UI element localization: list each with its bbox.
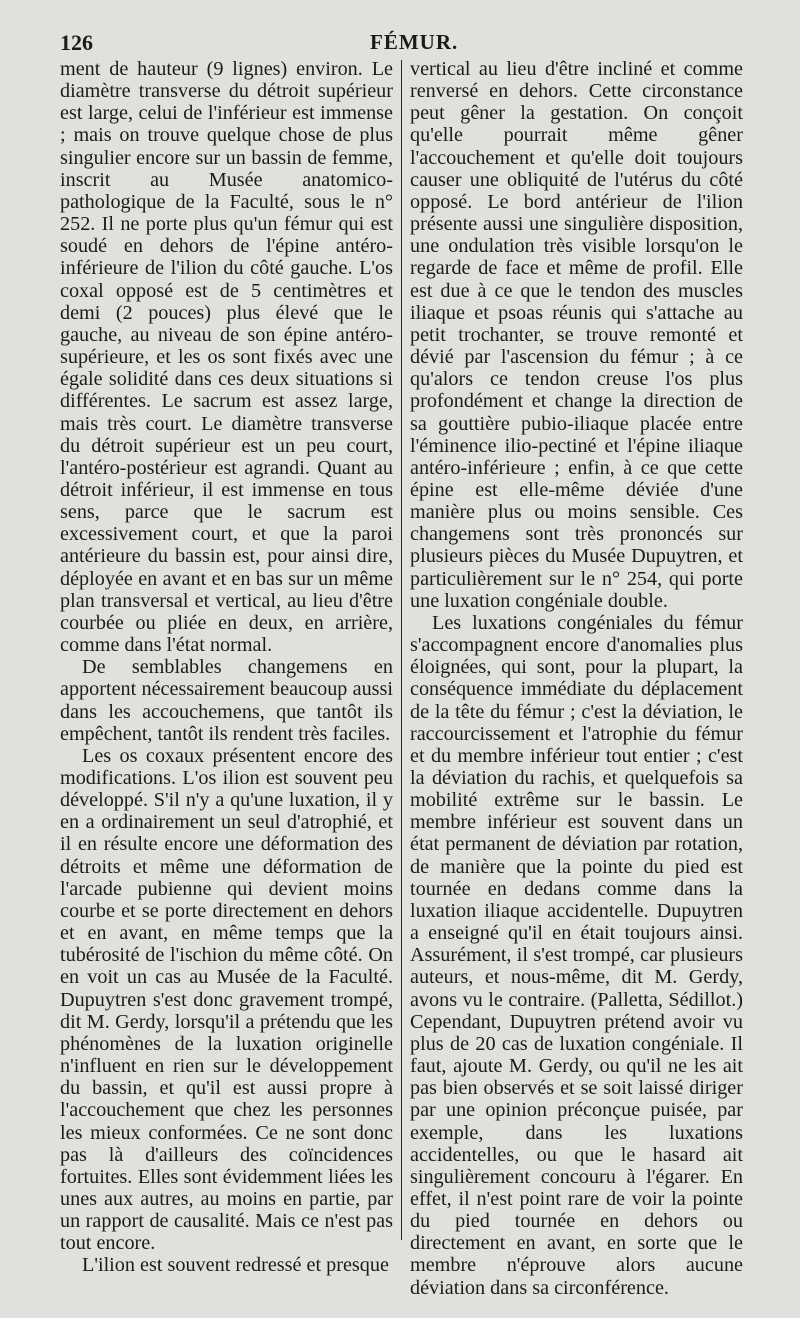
page-number: 126	[60, 30, 93, 55]
column-divider	[401, 60, 402, 1240]
paragraph: Les os coxaux présentent encore des modifications. L'os ilion est souvent peu développé. S'il n'y a qu'une luxation, il y en a ordinairement un seul d'atrophié, et il en résulte encore une déformation des détroits et même une déformation de l'arcade pubienne qui devient moins courbe et se porte directement en dehors et en avant, en même temps que la tubérosité de l'ischion du même côté. On en voit un cas au Musée de la Faculté. Dupuytren s'est donc gravement trompé, dit M. Gerdy, lorsqu'il a prétendu que les phénomènes de la luxation originelle n'influent en rien sur le développement du bassin, et qu'il est aussi propre à l'accouchement que chez les personnes les mieux conformées. Ce ne sont donc pas là d'ailleurs des coïncidences fortuites. Elles sont évidemment liées les unes aux autres, au moins en partie, par un rapport de causalité. Mais ce n'est pas tout encore.	[60, 744, 393, 1255]
right-column	[410, 58, 743, 1299]
paragraph: Les luxations congéniales du fémur s'accompagnent encore d'anomalies plus éloignées, qui sont, pour la plupart, la conséquence immédiate du déplacement de la tête du fémur ; c'est la déviation, le raccourcissement et l'atrophie du fémur et du membre inférieur tout entier ; c'est la déviation du rachis, et quelquefois sa mobilité extrême sur le bassin. Le membre inférieur est souvent dans un état permanent de déviation par rotation, de manière que la pointe du pied est tournée en dedans comme dans la luxation iliaque accidentelle. Dupuytren a enseigné qu'il en était toujours ainsi. Assurément, il s'est trompé, car plusieurs auteurs, et nous-même, dit M. Gerdy, avons vu le contraire. (Palletta, Sédillot.) Cependant, Dupuytren prétend avoir vu plus de 20 cas de luxation congéniale. Il faut, ajoute M. Gerdy, ou qu'il ne les ait pas bien observés et se soit laissé diriger par une opinion préconçue puisée, par exemple, dans les luxations accidentelles, ou que le hasard ait singulièrement concouru à l'égarer. En effet, il n'est point rare de voir la pointe du pied tournée en dehors ou directement en avant, en sorte que le membre n'éprouve alors aucune déviation dans sa circonférence.	[410, 611, 743, 1299]
paragraph: De semblables changemens en apportent nécessairement beaucoup aussi dans les accouchemens, que tantôt ils empêchent, tantôt ils rendent très faciles.	[60, 656, 393, 745]
paragraph-continued: ment de hauteur (9 lignes) environ. Le diamètre transverse du détroit supérieur est large, celui de l'inférieur est immense ; mais on trouve quelque chose de plus singulier encore sur un bassin de femme, inscrit au Musée anatomico-pathologique de la Faculté, sous le n° 252. Il ne porte plus qu'un fémur qui est soudé en dehors de l'épine antéro-inférieure de l'ilion du côté gauche. L'os coxal opposé est de 5 centimètres et demi (2 pouces) plus élevé que le gauche, au niveau de son épine antéro-supérieure, et les os sont fixés avec une égale solidité dans ces deux situations si différentes. Le sacrum est assez large, mais très court. Le diamètre transverse du détroit supérieur est un peu court, l'antéro-postérieur est agrandi. Quant au détroit inférieur, il est immense en tous sens, parce que le sacrum est excessivement court, et que la paroi antérieure du bassin est, pour ainsi dire, déployée en avant et en bas sur un même plan transversal et vertical, au lieu d'être courbée ou pliée en deux, en arrière, comme dans l'état normal.	[60, 58, 393, 657]
left-column	[60, 58, 393, 1277]
running-head	[60, 30, 750, 60]
paragraph-continued: vertical au lieu d'être incliné et comme renversé en dehors. Cette circonstance peut gêner la gestation. On conçoit qu'elle pourrait même gêner l'accouchement et qu'elle doit toujours causer une obliquité de l'utérus du côté opposé. Le bord antérieur de l'ilion présente aussi une singulière disposition, une ondulation très visible lorsqu'on le regarde de face et même de profil. Elle est due à ce que le tendon des muscles iliaque et psoas réunis qui s'attache au petit trochanter, se trouve remonté et dévié par l'ascension du fémur ; à ce qu'alors ce tendon creuse l'os plus profondément et change la direction de sa gouttière pubio-iliaque placée entre l'éminence ilio-pectiné et l'épine iliaque antéro-inférieure ; enfin, à ce que cette épine est elle-même déviée d'une manière plus ou moins sensible. Ces changemens sont très prononcés sur plusieurs pièces du Musée Dupuytren, et particulièrement sur le n° 254, qui porte une luxation congéniale double.	[410, 58, 743, 612]
running-title: FÉMUR.	[370, 30, 459, 54]
paragraph: L'ilion est souvent redressé et presque	[82, 1254, 389, 1277]
